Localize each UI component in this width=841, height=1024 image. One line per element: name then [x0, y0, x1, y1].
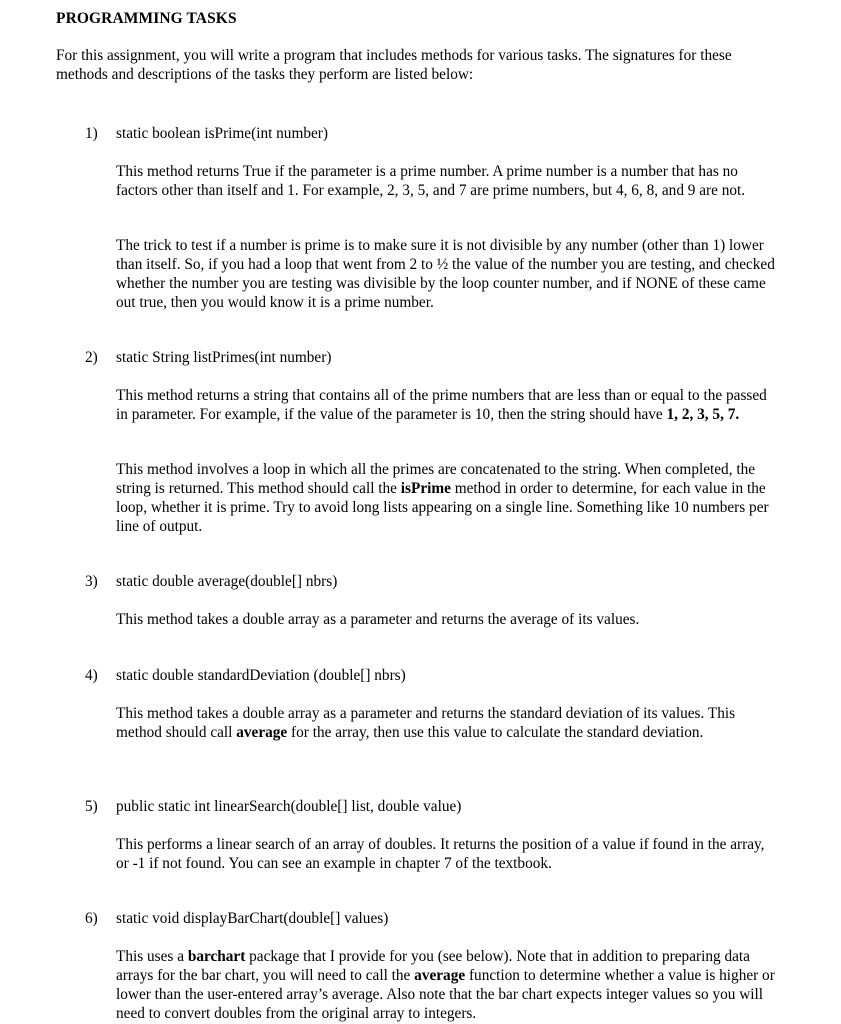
method-signature: static double average(double[] nbrs) — [116, 573, 338, 590]
task-number: 4) — [85, 667, 98, 684]
task-5-heading — [85, 797, 461, 816]
task-2-description: This method returns a string that contains all of the prime numbers that are less than or equal to the passed in parameter. For example, if the value of the parameter is 10, then the string should have 1, 2, 3, 5, 7. — [116, 387, 767, 423]
task-number: 2) — [85, 349, 98, 366]
method-reference: isPrime — [400, 480, 451, 497]
page-title: PROGRAMMING TASKS — [56, 10, 237, 27]
task-2-hint: This method involves a loop in which all the primes are concatenated to the string. When completed, the string is returned. This method should call the isPrime method in order to determine, for each value in the loop, whether it is prime. Try to avoid long lists appearing on a single line. Something like 10 numbers per line of output. — [116, 461, 769, 535]
package-reference: barchart — [187, 948, 246, 965]
task-1-hint: The trick to test if a number is prime is to make sure it is not divisible by any number (other than 1) lower than itself. So, if you had a loop that went from 2 to ½ the value of the number you are testing, and checked whether the number you are testing was divisible by the loop counter number, and if NONE of these came out true, then you would know it is a prime number. — [116, 237, 775, 311]
task-5-description: This performs a linear search of an array of doubles. It returns the position of a value if found in the array, or -1 if not found. You can see an example in chapter 7 of the textbook. — [116, 836, 765, 872]
task-4-description: This method takes a double array as a parameter and returns the standard deviation of its values. This method should call average for the array, then use this value to calculate the standard deviation. — [116, 705, 736, 741]
task-1-description: This method returns True if the parameter is a prime number. A prime number is a number that has no factors other than itself and 1. For example, 2, 3, 5, and 7 are prime numbers, but 4, 6, 8, and 9 are not. — [116, 163, 746, 199]
method-reference: average — [414, 967, 466, 984]
task-2-heading — [85, 348, 331, 367]
example-output: 1, 2, 3, 5, 7. — [666, 406, 740, 423]
method-signature: static String listPrimes(int number) — [116, 349, 332, 366]
method-signature: static boolean isPrime(int number) — [116, 125, 328, 142]
task-number: 3) — [85, 573, 98, 590]
method-signature: static double standardDeviation (double[] nbrs) — [116, 667, 406, 684]
task-6-description: This uses a barchart package that I provide for you (see below). Note that in addition to preparing data arrays for the bar chart, you will need to call the average function to determine whether a value is higher or lower than the user-entered array’s average. Also note that the bar chart expects integer values so you will need to convert doubles from the original array to integers. — [116, 948, 775, 1022]
method-signature: static void displayBarChart(double[] values) — [116, 910, 389, 927]
task-number: 5) — [85, 798, 98, 815]
task-number: 6) — [85, 910, 98, 927]
task-number: 1) — [85, 125, 98, 142]
task-1-heading — [85, 124, 328, 143]
method-reference: average — [236, 724, 288, 741]
task-3-heading — [85, 572, 337, 591]
task-6-heading — [85, 909, 388, 928]
intro-paragraph: For this assignment, you will write a program that includes methods for various tasks. The signatures for these methods and descriptions of the tasks they perform are listed below: — [56, 47, 732, 83]
task-4-heading — [85, 666, 406, 685]
method-signature: public static int linearSearch(double[] list, double value) — [116, 798, 462, 815]
task-3-description: This method takes a double array as a parameter and returns the average of its values. — [116, 611, 640, 628]
